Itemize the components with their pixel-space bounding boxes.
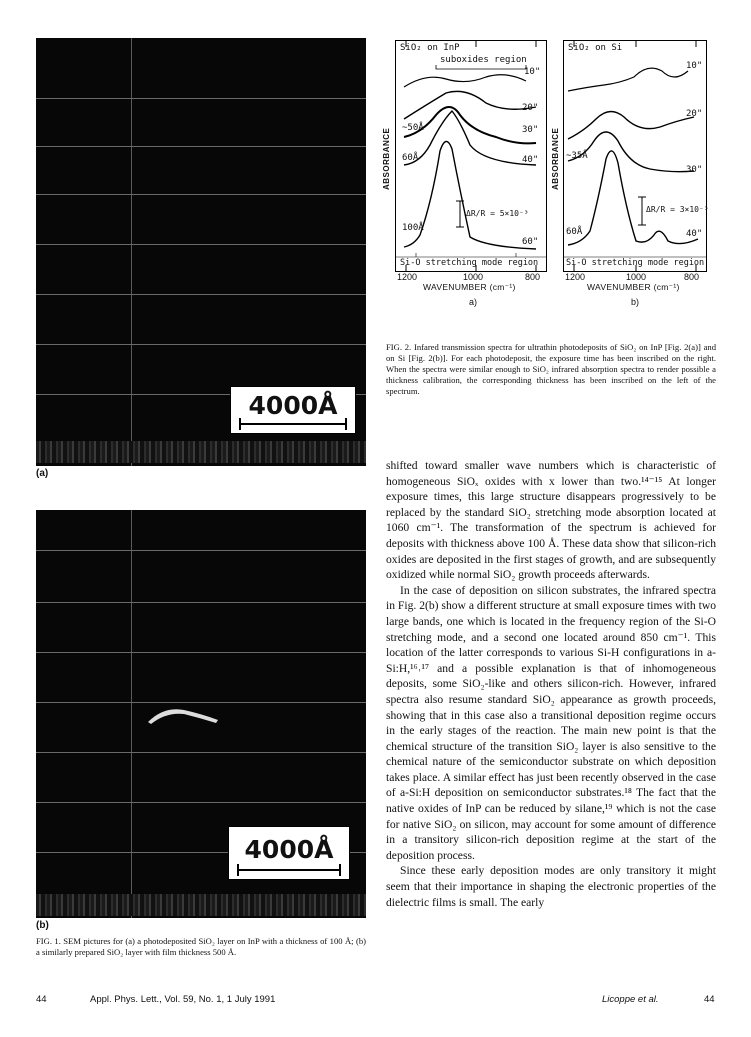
time-label: 10" (686, 61, 703, 71)
panel-b-title: SiO₂ on Si (568, 43, 623, 53)
spectrum-panel-b (563, 40, 707, 272)
thickness-label: 60Å (402, 153, 419, 163)
spectrum-panel-a (395, 40, 547, 272)
panel-a-title: SiO₂ on InP (400, 43, 460, 53)
scale-bar-b: 4000Å (228, 826, 350, 880)
xtick: 1200 (397, 272, 418, 282)
scale-bar-a: 4000Å (230, 386, 356, 434)
footer-journal: Appl. Phys. Lett., Vol. 59, No. 1, 1 July 1991 (90, 994, 276, 1005)
panel-tag-a: (a) (36, 468, 49, 479)
ylabel-a: ABSORBANCE (382, 127, 391, 190)
xtick: 1000 (626, 272, 647, 282)
time-label: 20" (522, 103, 539, 113)
paragraph: In the case of deposition on silicon substrates, the infrared spectra in Fig. 2(b) show a different structure at small exposure times with two large bands, one which is located in the frequency region of the Si-O stretching mode, and a second one located around 850 cm⁻¹. This location of the latter corresponds to various Si-H configurations in a-Si:H,¹⁶˒¹⁷ and a possible explanation is that of inhomogeneous deposits, some SiO₂-like and others silicon-rich. However, infrared spectra also resume standard SiO₂ appearance as growth proceeds, showing that in this case also a transitional deposition regime occurs in the early stages of the reaction. The main new point is that the chemical structure of the transition SiO₂ layer is also sensitive to the chemical nature of the semiconductor substrate on which deposition takes place. A similar effect has just been recently observed in the case of a-Si:H deposition on semiconductor substrates.¹⁸ The fact that the native oxides of InP can be reduced by silane,¹⁹ which is not the case for native SiO₂ on silicon, may account for some amount of difference in a transitory silicon-rich deposition regime at the start of the deposition process. (386, 583, 716, 862)
fig2-caption: FIG. 2. Infared transmission spectra for ultrathin photodeposits of SiO₂ on InP [Fig. 2(a)] and on Si [Fig. 2(b)]. For each photodeposit, the exposure time has been inscribed on the right. When the spectra were similar enough to SiO₂ infrared absorption spectra to render possible a thickness calibration, the corresponding thickness has been inscribed on the left of the spectrum. (386, 342, 716, 396)
paragraph: Since these early deposition modes are only transitory it might seem that their importance in shaping the electronic properties of the dielectric films is small. The early (386, 864, 716, 909)
footer-page-right: 44 (704, 994, 715, 1005)
xtick: 800 (525, 272, 541, 282)
xlabel-a: WAVENUMBER (cm⁻¹) (423, 282, 516, 292)
time-label: 40" (522, 155, 539, 165)
xtick: 1000 (463, 272, 484, 282)
ylabel-b: ABSORBANCE (551, 127, 560, 190)
ratio-label: ΔR/R = 3×10⁻³ (646, 205, 709, 214)
paragraph: shifted toward smaller wave numbers which is characteristic of homogeneous SiOₓ oxides with x lower than two.¹⁴⁻¹⁵ At longer exposure times, this large structure disappears progressively to be replaced by the standard SiO₂ stretching mode absorption located at 1060 cm⁻¹. The transformation of the spectrum is achieved for deposits with thickness above 100 Å. These data show that silicon-rich oxides are deposited in the first stages of growth, and are subsequently oxidized while normal SiO₂ growth proceeds afterwards. (386, 459, 716, 582)
fig1-caption: FIG. 1. SEM pictures for (a) a photodeposited SiO₂ layer on InP with a thickness of 100 Å; (b) a similarly prepared SiO₂ layer with film thickness 500 Å. (36, 936, 366, 957)
time-label: 30" (686, 165, 703, 175)
thickness-label: ~35Å (566, 151, 588, 161)
thickness-label: 100Å (402, 223, 424, 233)
sem-image-b (36, 510, 366, 918)
xtick: 800 (684, 272, 700, 282)
time-label: 30" (522, 125, 539, 135)
footer-page-left: 44 (36, 994, 47, 1005)
panel-a-tag: a) (469, 297, 478, 307)
panel-b-tag: b) (631, 297, 640, 307)
xlabel-b: WAVENUMBER (cm⁻¹) (587, 282, 680, 292)
thickness-label: 60Å (566, 227, 583, 237)
ratio-label: ΔR/R = 5×10⁻³ (466, 209, 529, 218)
mode-label: Si-O stretching mode region (566, 258, 705, 268)
mode-label: Si-O stretching mode region (400, 258, 539, 268)
time-label: 10" (524, 67, 541, 77)
footer-authors: Licoppe et al. (602, 994, 659, 1005)
sem-image-a (36, 38, 366, 466)
panel-tag-b: (b) (36, 920, 49, 931)
time-label: 40" (686, 229, 703, 239)
thickness-label: ~50Å (402, 123, 424, 133)
body-text (386, 458, 716, 910)
xtick: 1200 (565, 272, 586, 282)
time-label: 60" (522, 237, 539, 247)
time-label: 20" (686, 109, 703, 119)
panel-a-region-label: suboxides region (440, 55, 527, 65)
